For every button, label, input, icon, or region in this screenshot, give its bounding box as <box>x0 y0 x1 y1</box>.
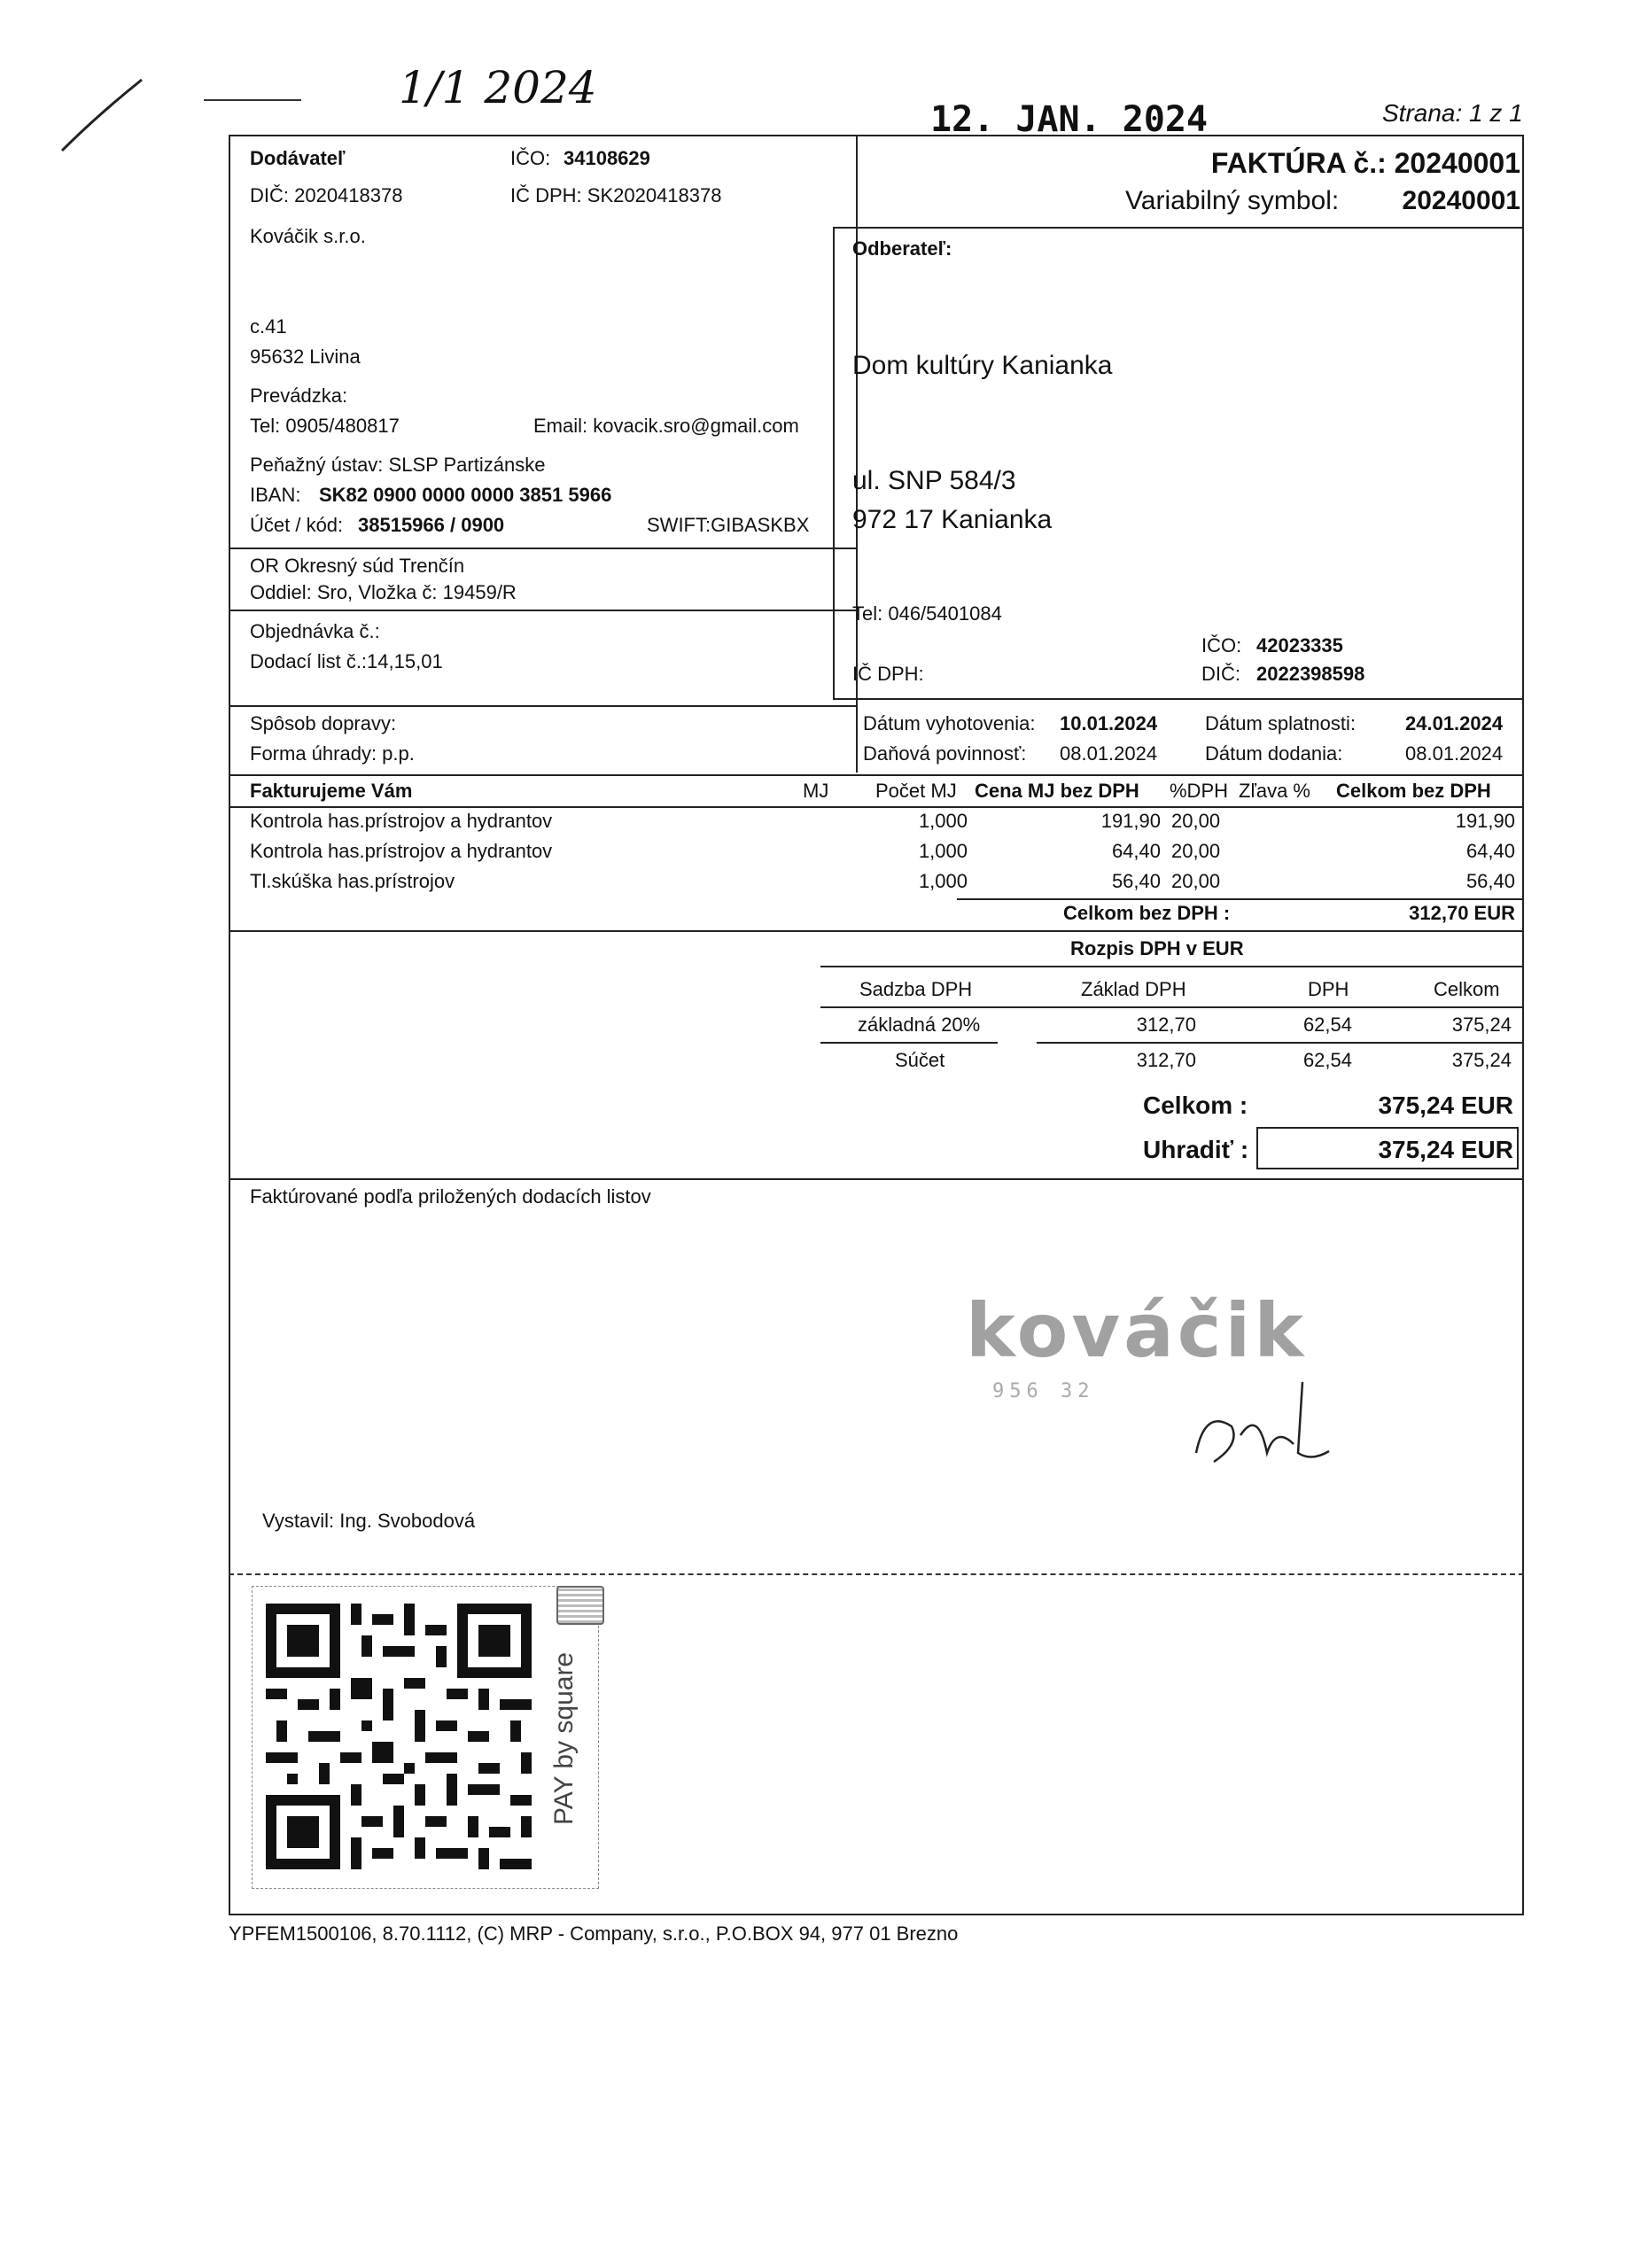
handwritten-dash <box>204 99 301 101</box>
pay-by-square-label: PAY by square <box>549 1651 579 1825</box>
items-header-quantity: Počet MJ <box>875 780 957 802</box>
supplier-icdph: IČ DPH: SK2020418378 <box>510 184 722 206</box>
invoice-title: FAKTÚRA č.: 20240001 <box>1210 147 1520 179</box>
issued-by: Vystavil: Ing. Svobodová <box>262 1510 476 1532</box>
qr-code-icon <box>266 1604 532 1869</box>
signature <box>1178 1373 1338 1480</box>
transport-method: Spôsob dopravy: <box>250 712 397 734</box>
item-unit-price: 191,90 <box>1100 810 1161 832</box>
company-stamp-logo: kováčik <box>966 1287 1308 1374</box>
vat-sum-amount: 62,54 <box>1302 1049 1352 1071</box>
item-vat-rate: 20,00 <box>1171 810 1221 832</box>
delivery-date: 08.01.2024 <box>1405 742 1504 765</box>
note-rule <box>229 1178 1524 1180</box>
customer-phone: Tel: 046/5401084 <box>852 602 1002 625</box>
item-total: 64,40 <box>1465 840 1515 862</box>
item-description: Kontrola has.prístrojov a hydrantov <box>250 840 553 862</box>
vat-rate: základná 20% <box>858 1014 981 1036</box>
item-quantity: 1,000 <box>918 870 968 892</box>
supplier-account: 38515966 / 0900 <box>358 514 505 536</box>
supplier-iban: SK82 0900 0000 0000 3851 5966 <box>319 484 612 506</box>
items-header-discount: Zľava % <box>1239 780 1310 802</box>
supplier-register-entry: Oddiel: Sro, Vložka č: 19459/R <box>250 581 517 603</box>
item-total: 56,40 <box>1465 870 1515 892</box>
delivery-note: Dodací list č.:14,15,01 <box>250 650 443 672</box>
vat-header-base: Základ DPH <box>1081 978 1186 1000</box>
delivery-note-remark: Faktúrované podľa priložených dodacích listov <box>250 1185 651 1208</box>
tax-date-label: Daňová povinnosť: <box>863 742 1027 765</box>
item-unit-price: 64,40 <box>1111 840 1161 862</box>
received-date-stamp: 12. JAN. 2024 <box>930 99 1209 140</box>
vat-header-rule <box>820 1006 1524 1008</box>
vat-breakdown-title: Rozpis DPH v EUR <box>1070 937 1244 959</box>
customer-dic-label: DIČ: <box>1201 663 1240 685</box>
items-header-rule <box>229 806 1524 808</box>
item-quantity: 1,000 <box>918 840 968 862</box>
amount-due-label: Uhradiť : <box>1143 1136 1249 1163</box>
items-header-vat-rate: %DPH <box>1170 780 1229 802</box>
customer-icdph: IČ DPH: <box>852 663 924 685</box>
vat-row-rule <box>1037 1042 1524 1044</box>
supplier-ico-label: IČO: <box>510 147 551 169</box>
vat-total: 375,24 <box>1451 1014 1512 1036</box>
supplier-email: Email: kovacik.sro@gmail.com <box>533 415 799 437</box>
customer-label: Odberateľ: <box>852 237 952 260</box>
vat-header-total: Celkom <box>1434 978 1500 1000</box>
supplier-register-court: OR Okresný súd Trenčín <box>250 555 465 577</box>
delivery-date-label: Dátum dodania: <box>1205 742 1343 765</box>
amount-due: 375,24 EUR <box>1378 1136 1513 1163</box>
order-number: Objednávka č.: <box>250 620 380 642</box>
item-total: 191,90 <box>1455 810 1515 832</box>
customer-box <box>833 227 1524 700</box>
page-number: Strana: 1 z 1 <box>1382 99 1523 127</box>
issue-date-label: Dátum vyhotovenia: <box>863 712 1036 734</box>
items-sum-label: Celkom bez DPH : <box>1063 902 1231 924</box>
card-icon <box>556 1586 604 1625</box>
variable-symbol-value: 20240001 <box>1402 186 1520 215</box>
customer-ico-label: IČO: <box>1201 634 1242 656</box>
supplier-bank: Peňažný ústav: SLSP Partizánske <box>250 454 546 476</box>
vat-sum-base: 312,70 <box>1136 1049 1196 1071</box>
items-header-description: Fakturujeme Vám <box>250 780 413 802</box>
grand-total: 375,24 EUR <box>1378 1091 1513 1119</box>
footer-software: YPFEM1500106, 8.70.1112, (C) MRP - Company, s.r.o., P.O.BOX 94, 977 01 Brezno <box>229 1922 959 1945</box>
grand-total-label: Celkom : <box>1143 1091 1248 1119</box>
supplier-label: Dodávateľ <box>250 147 346 169</box>
issue-date: 10.01.2024 <box>1060 712 1158 734</box>
vat-base: 312,70 <box>1136 1014 1196 1036</box>
items-sum: 312,70 EUR <box>1409 902 1515 924</box>
supplier-ico: 34108629 <box>564 147 650 169</box>
vat-header-amount: DPH <box>1308 978 1349 1000</box>
item-vat-rate: 20,00 <box>1171 870 1221 892</box>
customer-city: 972 17 Kanianka <box>852 505 1053 534</box>
vat-sum-label: Súčet <box>895 1049 945 1071</box>
supplier-name: Kováčik s.r.o. <box>250 225 366 247</box>
supplier-phone: Tel: 0905/480817 <box>250 415 400 437</box>
customer-ico: 42023335 <box>1256 634 1343 656</box>
items-top-rule <box>229 774 1524 776</box>
vat-section-rule <box>229 930 1524 932</box>
handwritten-reference: 1/1 2024 <box>399 62 597 113</box>
customer-street: ul. SNP 584/3 <box>852 466 1016 495</box>
supplier-dic: DIČ: 2020418378 <box>250 184 403 206</box>
vat-header-rate: Sadzba DPH <box>859 978 973 1000</box>
item-description: Kontrola has.prístrojov a hydrantov <box>250 810 553 832</box>
item-unit-price: 56,40 <box>1111 870 1161 892</box>
pen-stroke-mark <box>53 71 159 159</box>
supplier-swift: SWIFT:GIBASKBX <box>647 514 810 536</box>
items-header-unit-price: Cena MJ bez DPH <box>975 780 1139 802</box>
items-header-total: Celkom bez DPH <box>1336 780 1491 802</box>
due-date: 24.01.2024 <box>1405 712 1504 734</box>
vat-title-rule <box>820 966 1524 967</box>
company-stamp-zip: 956 32 <box>992 1380 1095 1402</box>
customer-dic: 2022398598 <box>1256 663 1365 685</box>
supplier-iban-label: IBAN: <box>250 484 301 506</box>
variable-symbol-label: Variabilný symbol: <box>1125 186 1340 215</box>
vat-row-rule <box>820 1042 998 1044</box>
item-quantity: 1,000 <box>918 810 968 832</box>
supplier-city: 95632 Livina <box>250 346 361 368</box>
vat-amount: 62,54 <box>1302 1014 1352 1036</box>
supplier-premises: Prevádzka: <box>250 384 348 407</box>
tax-date: 08.01.2024 <box>1060 742 1158 765</box>
item-description: Tl.skúška has.prístrojov <box>250 870 455 892</box>
item-vat-rate: 20,00 <box>1171 840 1221 862</box>
supplier-register-rule <box>229 548 856 549</box>
supplier-street: c.41 <box>250 315 287 338</box>
customer-name: Dom kultúry Kanianka <box>852 351 1113 380</box>
vat-sum-total: 375,24 <box>1451 1049 1512 1071</box>
dates-divider <box>856 705 858 773</box>
terms-rule <box>229 705 856 707</box>
items-header-unit: MJ <box>803 780 829 802</box>
items-sum-rule <box>957 898 1524 900</box>
supplier-account-label: Účet / kód: <box>250 514 344 536</box>
payment-method: Forma úhrady: p.p. <box>250 742 415 765</box>
cut-line <box>229 1573 1524 1575</box>
supplier-order-rule <box>229 610 856 611</box>
due-date-label: Dátum splatnosti: <box>1205 712 1356 734</box>
